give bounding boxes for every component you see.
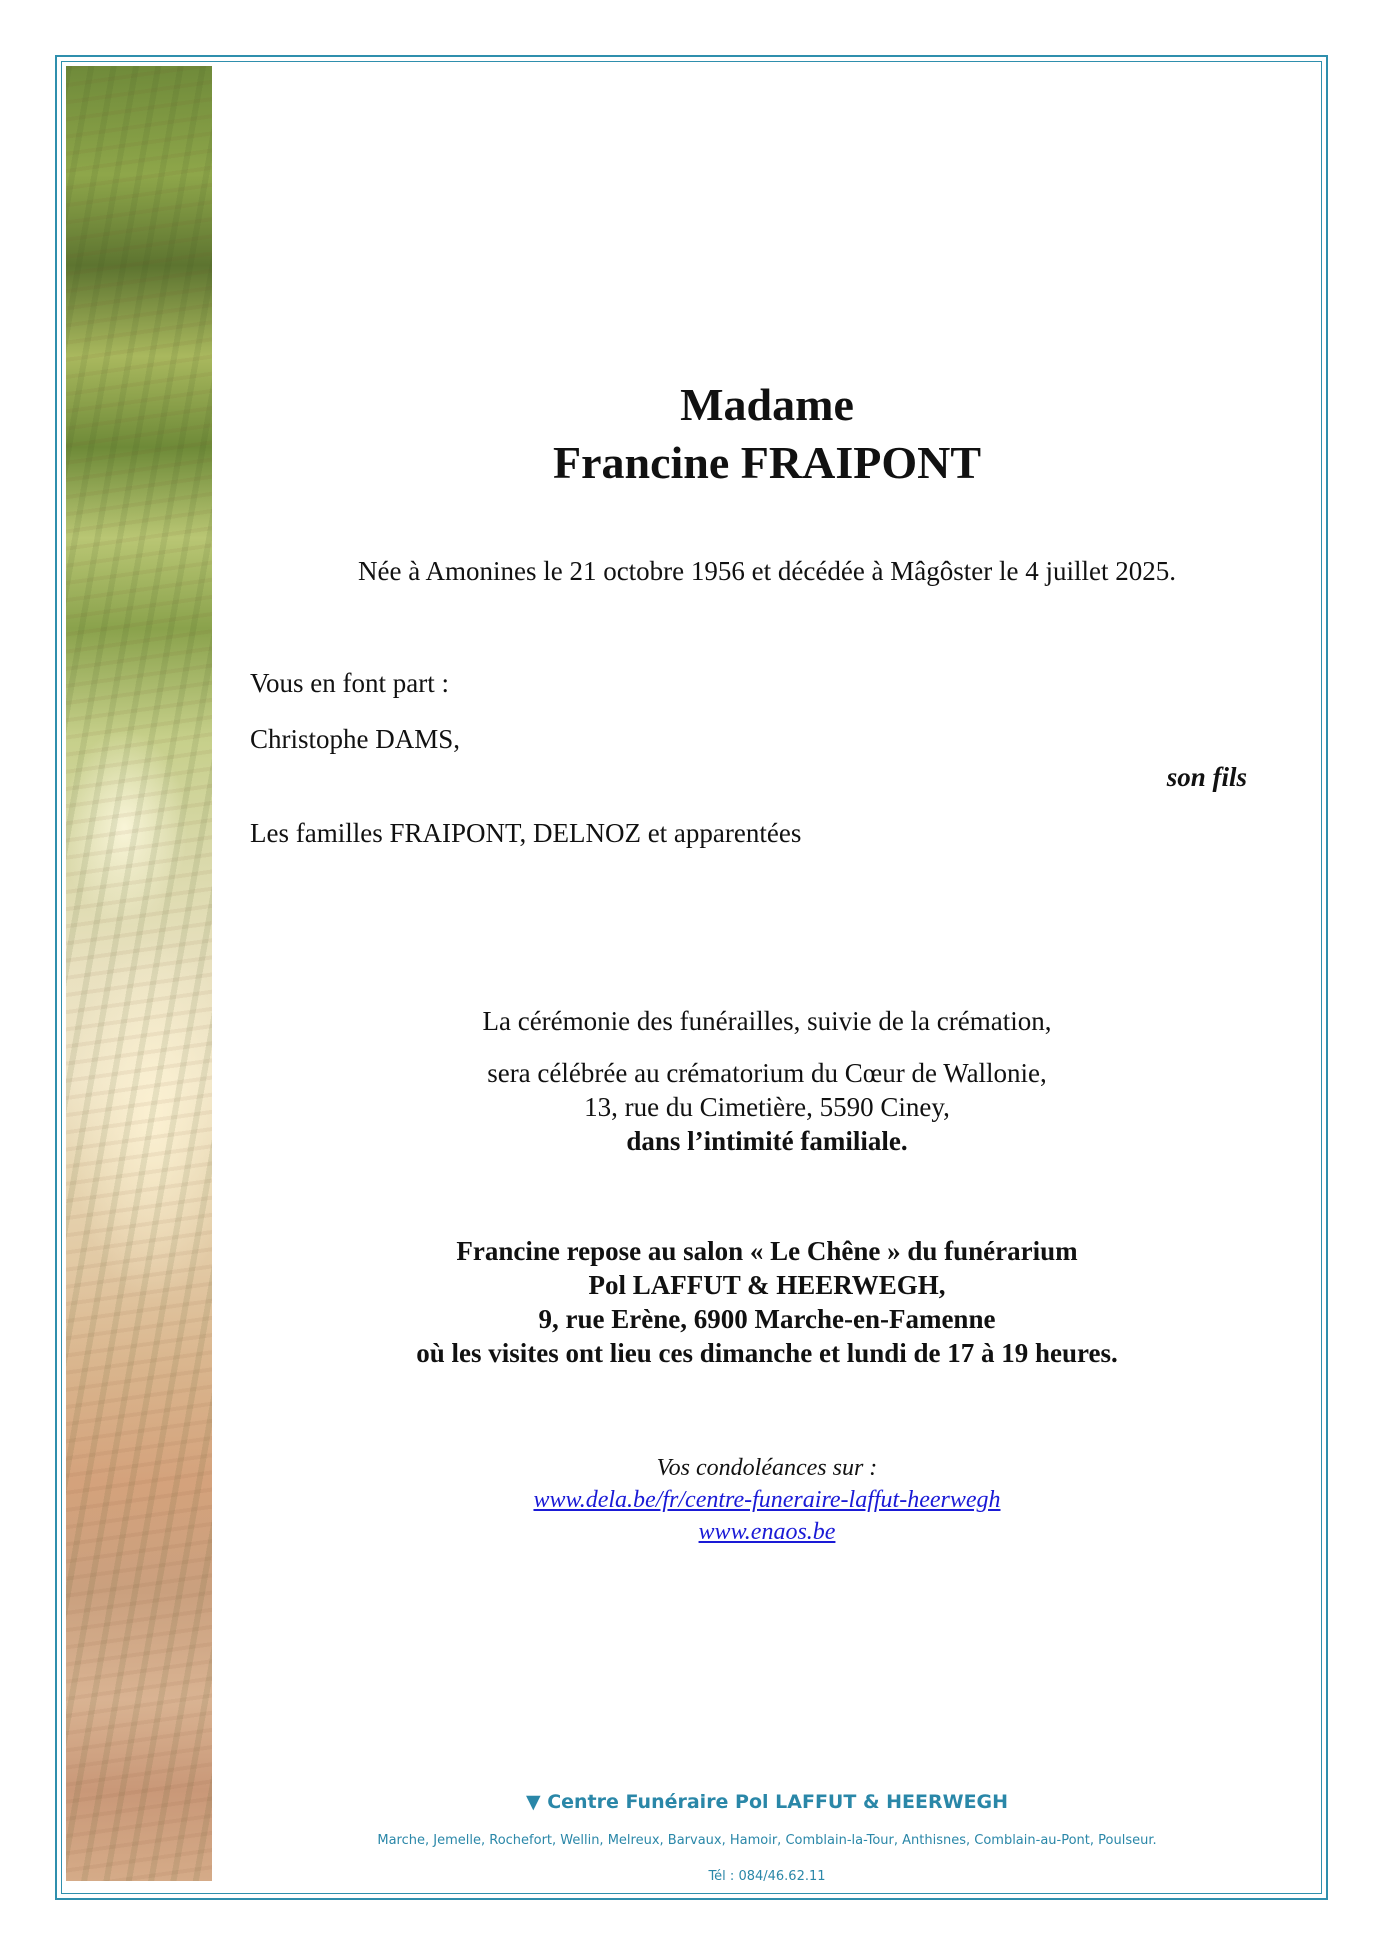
condolences-link-dela[interactable]: www.dela.be/fr/centre-funeraire-laffut-heerwegh (533, 1487, 1001, 1513)
footer-company-name: Centre Funéraire Pol LAFFUT & HEERWEGH (547, 1791, 1009, 1813)
family-member-name: Christophe DAMS, (250, 724, 461, 754)
honorific-title: Madame (680, 379, 854, 430)
ceremony-privacy-note: dans l’intimité familiale. (626, 1126, 908, 1156)
deceased-name: Francine FRAIPONT (552, 437, 981, 488)
families-line: Les familles FRAIPONT, DELNOZ et apparentées (250, 818, 802, 848)
ceremony-line-1: La cérémonie des funérailles, suivie de la crémation, (482, 1006, 1052, 1036)
ceremony-address: 13, rue du Cimetière, 5590 Ciney, (584, 1092, 950, 1122)
visitation-block (212, 1234, 1322, 1370)
deceased-name-block (212, 376, 1322, 492)
condolences-block (212, 1452, 1322, 1548)
forest-path-side-image (66, 66, 212, 1881)
announcement-intro: Vous en font part : (250, 668, 449, 698)
footer-company (212, 1791, 1322, 1813)
family-member-relation: son fils (1166, 762, 1247, 792)
visitation-line-1: Francine repose au salon « Le Chêne » du funérarium (456, 1236, 1078, 1266)
obituary-content (212, 0, 1322, 1949)
visitation-line-4: où les visites ont lieu ces dimanche et lundi de 17 à 19 heures. (416, 1338, 1118, 1368)
footer-phone: Tél : 084/46.62.11 (708, 1869, 826, 1884)
triangle-down-icon: ▼ (525, 1791, 541, 1813)
ceremony-line-2: sera célébrée au crématorium du Cœur de Wallonie, (487, 1058, 1047, 1088)
footer-towns: Marche, Jemelle, Rochefort, Wellin, Melreux, Barvaux, Hamoir, Comblain-la-Tour, Anthisnes, Comblain-au-Pont, Poulseur. (377, 1833, 1157, 1848)
condolences-link-enaos[interactable]: www.enaos.be (698, 1519, 836, 1545)
visitation-line-2: Pol LAFFUT & HEERWEGH, (588, 1270, 946, 1300)
birth-death-line: Née à Amonines le 21 octobre 1956 et décédée à Mâgôster le 4 juillet 2025. (358, 556, 1176, 586)
condolences-label: Vos condoléances sur : (656, 1455, 878, 1481)
visitation-line-3: 9, rue Erène, 6900 Marche-en-Famenne (538, 1304, 996, 1334)
